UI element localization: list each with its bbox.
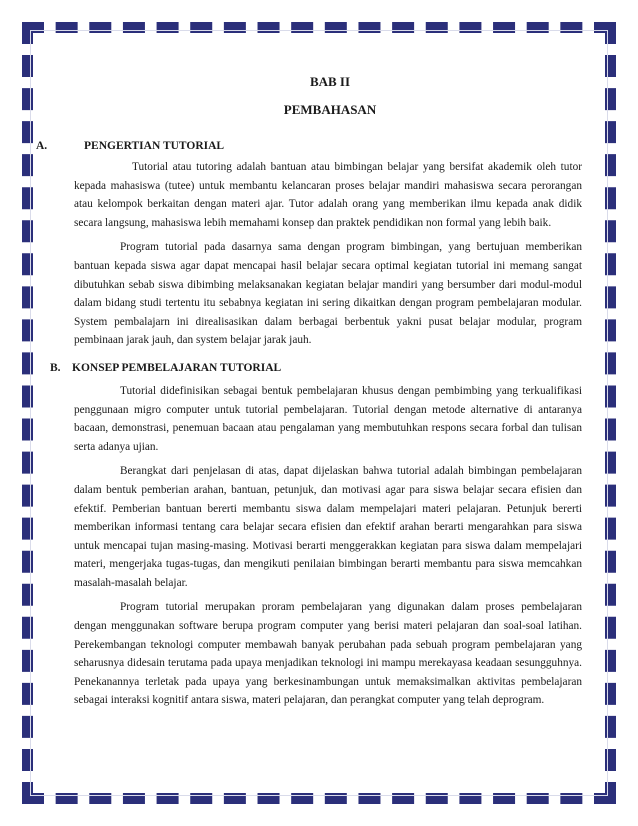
chapter-number: BAB II [309,74,351,89]
paragraph: Program tutorial merupakan proram pembelajaran yang digunakan dalam proses pembelajaran dengan menggunakan software berupa program computer yang berisi materi pelajaran dan soal-soal latihan. Perekembangan teknologi computer membawah banyak perubahan pada sebuah program pembelajaran yang seharusnya didesain terutama pada upaya menjadikan teknologi ini mampu merekayasa keadaan sesungguhnya. Penekanannya terletak pada upaya yang berkesinambungan untuk memaksimalkan aktivitas pembelajaran sebagai interaksi kognitif antara siswa, materi pelajaran, dan perangkat computer yang telah deprogram. [74,601,582,707]
paragraph: Program tutorial pada dasarnya sama dengan program bimbingan, yang bertujuan memberikan bantuan kepada siswa agar dapat mencapai hasil belajar secara optimal kegiatan tutorial ini memang sangat dibutuhkan sebab siswa dibimbing melaksanakan kegiatan belajar mandiri yang bersumber dari modul-modul dalam bidang studi tertentu itu sebabnya kegiatan ini sering dikaitkan dengan program pembelajaran modular. System pembalajarn ini direalisasikan dalam berbagai berbentuk yakni pusat belajar modular, program pembinaan jarak jauh, dan system belajar jarak jauh. [74,241,582,347]
chapter-title: PEMBAHASAN [283,102,377,117]
section-a-title: PENGERTIAN TUTORIAL [84,140,225,152]
section-a-heading [36,140,584,152]
paragraph: Berangkat dari penjelasan di atas, dapat dijelaskan bahwa tutorial adalah bimbingan pembelajaran dalam bentuk pemberian arahan, bantuan, petunjuk, dan motivasi agar para siswa belajar secara efisien dan efektif. Pemberian bantuan bererti membantu siswa dalam mempelajari materi pelajaran. Petunjuk bererti memberikan informasi tentang cara belajar secara efisien dan efektif arahan berarti mengarahkan para siswa untuk mencapai tujan masing-masing. Motivasi berarti menggerakkan kegiatan para siswa dalam mempelajari materi, mengerjaka tugas-tugas, dan mengikuti penilaian bimbingan berarti membantu para siswa memcahkan masalah-masalah belajar. [74,465,582,589]
paragraph: Tutorial atau tutoring adalah bantuan atau bimbingan belajar yang bersifat akademik oleh tutor kepada mahasiswa (tutee) untuk membantu kelancaran proses belajar mandiri mahasiswa secara perorangan atau kelompok berkaitan dengan materi ajar. Tutor adalah orang yang memberikan ilmu kepada anak didik secara langsung, mahasiswa lebih memahami konsep dan praktek pendidikan non formal yang lebih baik. [74,161,582,229]
section-a-number: A. [36,140,48,152]
document-body [36,74,584,716]
paragraph: Tutorial didefinisikan sebagai bentuk pembelajaran khusus dengan pembimbing yang terkualifikasi penggunaan migro computer untuk tutorial pembelajaran. Tutorial dengan metode alternative di antaranya bacaan, demonstrasi, penemuan bacaan atau pengalaman yang membutuhkan respons secara forbal dan tulisan serta adanya ujian. [74,384,582,453]
section-b-title: KONSEP PEMBELAJARAN TUTORIAL [72,361,282,374]
section-b-number: B. [50,361,61,374]
section-b-heading [36,362,584,374]
